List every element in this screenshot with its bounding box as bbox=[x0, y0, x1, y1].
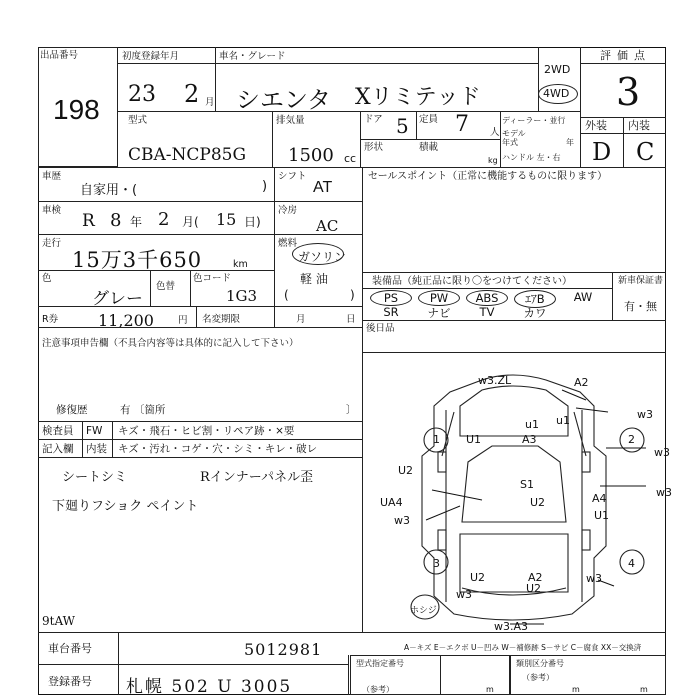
mark-u1-b: u1 bbox=[556, 414, 570, 427]
mark-u1-low: U1 bbox=[594, 509, 610, 522]
equipment-item-2-1: SR bbox=[383, 305, 399, 319]
mark-w3-low: w3 bbox=[456, 588, 472, 601]
mark-w3-mid: w3 bbox=[656, 486, 672, 499]
ext-value: D bbox=[592, 138, 612, 166]
mark-a2-top: A2 bbox=[574, 376, 589, 389]
equipment-item-1-4: ｴｱB bbox=[514, 290, 556, 308]
chassis-label: 車台番号 bbox=[48, 642, 92, 655]
reg-month-unit: 月 bbox=[205, 97, 215, 108]
color-change-label: 色替 bbox=[156, 281, 176, 292]
footer-m2: m bbox=[572, 685, 580, 694]
color-label: 色 bbox=[42, 273, 52, 284]
history-value: 自家用・( bbox=[80, 183, 138, 198]
dealer-label: ディーラー・並行 bbox=[502, 116, 566, 125]
reg-year-label: 初度登録年月 bbox=[122, 51, 180, 62]
inspection-month: 2 bbox=[158, 209, 170, 230]
model-value: CBA-NCP85G bbox=[128, 145, 247, 165]
legend-text: A－キズ E－エクボ U－凹み W－補修跡 S－サビ C－腐食 XX－交換済 bbox=[404, 643, 642, 652]
model-label: 型式 bbox=[128, 115, 148, 126]
displacement-label: 排気量 bbox=[276, 115, 305, 126]
fuel-paren-open: ( bbox=[284, 288, 289, 302]
door-label: ドア bbox=[364, 114, 383, 125]
aircon-value: AC bbox=[316, 217, 339, 235]
name-change-label: 名変期限 bbox=[202, 314, 241, 325]
mark-circle-1: 1 bbox=[433, 433, 440, 446]
class-label: 類別区分番号 bbox=[516, 659, 564, 668]
mark-a4: A4 bbox=[592, 492, 607, 505]
equipment-item-2-3: TV bbox=[479, 305, 495, 319]
equipment-item-2-4: カワ bbox=[523, 306, 547, 320]
model-year-label-b: 年式 bbox=[502, 138, 518, 147]
footer-m1: m bbox=[486, 685, 494, 694]
mark-circle-2: 2 bbox=[628, 433, 635, 446]
mark-circle-4: 4 bbox=[628, 557, 635, 570]
int-label: 内装 bbox=[628, 119, 650, 132]
mark-w3zl: w3.ZL bbox=[478, 374, 512, 387]
color-value: グレー bbox=[92, 289, 143, 309]
history-label: 車歴 bbox=[42, 171, 62, 182]
aircon-label: 冷房 bbox=[278, 205, 298, 216]
name-change-month: 月 bbox=[296, 314, 306, 325]
inspection-month-unit: 月( bbox=[182, 215, 199, 229]
inspection-label: 車検 bbox=[42, 205, 62, 216]
capacity-label: 定員 bbox=[419, 114, 439, 125]
color-code-value: 1G3 bbox=[226, 287, 258, 305]
car-damage-diagram bbox=[362, 352, 666, 632]
inspection-day-unit: 日) bbox=[244, 215, 261, 229]
remark-line-3: 下廻りフショク ペイント bbox=[52, 499, 199, 514]
car-grade-value: Xリミテッド bbox=[355, 85, 481, 110]
chassis-value: 5012981 bbox=[244, 640, 323, 659]
remark-line-4: 9tAW bbox=[42, 614, 75, 628]
plate-label: 登録番号 bbox=[48, 675, 92, 688]
mileage-label: 走行 bbox=[42, 238, 62, 249]
recycle-label: R券 bbox=[42, 314, 59, 325]
lot-number-value: 198 bbox=[53, 94, 100, 125]
fuel-label: 燃料 bbox=[278, 238, 298, 249]
shift-label: シフト bbox=[278, 171, 307, 182]
recycle-unit: 円 bbox=[178, 315, 188, 326]
equipment-item-1-2: PW bbox=[418, 290, 460, 306]
mark-u2-mid: U2 bbox=[530, 496, 546, 509]
equipment-item-1-5: AW bbox=[573, 290, 593, 304]
capacity-unit: 人 bbox=[490, 127, 500, 138]
mark-circle-3: 3 bbox=[433, 557, 440, 570]
class-sub: （参考） bbox=[522, 673, 554, 682]
history-close: ) bbox=[262, 179, 268, 194]
recycle-value: 11,200 bbox=[98, 311, 154, 330]
repair-close: 〕 bbox=[346, 404, 357, 416]
remark-line-1: シートシミ bbox=[62, 470, 128, 485]
equipment-item-1-1: PS bbox=[370, 290, 412, 306]
drive-2wd: 2WD bbox=[544, 63, 571, 76]
mark-a3: A3 bbox=[522, 433, 537, 446]
mark-u2-low: U2 bbox=[470, 571, 486, 584]
mark-w3-bot: w3 bbox=[586, 572, 602, 585]
load-unit: kg bbox=[488, 156, 498, 165]
int-value: C bbox=[636, 138, 655, 166]
sales-point-label: セールスポイント（正常に機能するものに限ります） bbox=[368, 171, 608, 182]
format-label: 型式指定番号 bbox=[356, 659, 404, 668]
model-year-unit: 年 bbox=[566, 138, 574, 147]
mark-u2-c: U2 bbox=[526, 582, 542, 595]
mark-w3-left: w3 bbox=[394, 514, 410, 527]
rating-value: 3 bbox=[616, 70, 641, 114]
drive-4wd: 4WD bbox=[543, 87, 570, 100]
displacement-value: 1500 bbox=[288, 145, 334, 166]
remark-line-2: Rインナーパネル歪 bbox=[200, 470, 314, 485]
car-name-value: シエンタ bbox=[236, 86, 332, 114]
mark-ua4: UA4 bbox=[380, 496, 403, 509]
mark-u1-left: U1 bbox=[466, 433, 482, 446]
rating-label: 評価点 bbox=[600, 49, 651, 62]
mileage-value: 15万3千650 bbox=[72, 248, 203, 272]
mark-w3a3: w3.A3 bbox=[494, 620, 529, 633]
reg-year-value: 23 bbox=[128, 82, 156, 107]
fuel-alt: 軽 油 bbox=[300, 272, 328, 286]
load-label: 積載 bbox=[419, 142, 439, 153]
color-code-label: 色コード bbox=[193, 273, 232, 284]
plate-value: 札幌 502 U 3005 bbox=[126, 677, 293, 697]
mark-w3-r2: w3 bbox=[654, 446, 670, 459]
capacity-value: 7 bbox=[455, 112, 469, 137]
post-day-label: 後日品 bbox=[366, 323, 395, 334]
ext-label: 外装 bbox=[585, 119, 607, 132]
in-label: 内装 bbox=[86, 443, 107, 455]
shift-value: AT bbox=[313, 179, 333, 196]
mark-u2-left: U2 bbox=[398, 464, 414, 477]
repair-label: 修復歴 bbox=[56, 404, 88, 416]
fuel-value: ガソリン bbox=[298, 250, 347, 264]
inspection-year-unit: 年 bbox=[130, 215, 143, 229]
displacement-unit: cc bbox=[344, 152, 357, 165]
footer-m3: m bbox=[640, 685, 648, 694]
handle-label: ハンドル 左・右 bbox=[502, 153, 561, 162]
reg-month-value: 2 bbox=[184, 80, 200, 108]
entry-label: 記入欄 bbox=[42, 443, 74, 455]
warranty-label: 新車保証書 bbox=[618, 276, 664, 286]
shape-label: 形状 bbox=[364, 142, 384, 153]
equipment-label: 装備品（純正品に限り〇をつけてください） bbox=[372, 276, 572, 287]
inspection-year: 8 bbox=[110, 210, 122, 231]
in-text: キズ・汚れ・コゲ・穴・シミ・キレ・破レ bbox=[118, 443, 318, 455]
fuel-paren-close: ) bbox=[350, 288, 355, 302]
inspection-era: R bbox=[82, 211, 95, 231]
repair-value: 有 〔箇所 bbox=[120, 404, 166, 416]
format-sub: （参考） bbox=[362, 685, 394, 694]
inspector-label: 検査員 bbox=[42, 425, 74, 437]
mark-a2-low: A2 bbox=[528, 571, 543, 584]
mark-s1: S1 bbox=[520, 478, 534, 491]
inspection-day: 15 bbox=[216, 210, 237, 229]
lot-number-label: 出品番号 bbox=[40, 50, 79, 61]
mark-w3-r1: w3 bbox=[637, 408, 653, 421]
fw-text: キズ・飛石・ヒビ割・リペア跡・×要 bbox=[118, 425, 295, 437]
notes-label: 注意事項申告欄（不具合内容等は具体的に記入して下さい） bbox=[42, 338, 299, 349]
fw-label: FW bbox=[86, 425, 103, 437]
warranty-value: 有・無 bbox=[624, 300, 657, 313]
car-name-label: 車名・グレード bbox=[219, 51, 286, 62]
equipment-item-1-3: ABS bbox=[466, 290, 508, 306]
door-value: 5 bbox=[396, 114, 409, 138]
model-year-label-a: モデル bbox=[502, 129, 526, 138]
equipment-item-2-2: ナビ bbox=[427, 306, 451, 320]
mark-u1-a: u1 bbox=[525, 418, 539, 431]
name-change-day: 日 bbox=[346, 314, 356, 325]
mark-spare: ホシジ bbox=[410, 606, 437, 616]
mileage-unit: km bbox=[233, 259, 248, 270]
